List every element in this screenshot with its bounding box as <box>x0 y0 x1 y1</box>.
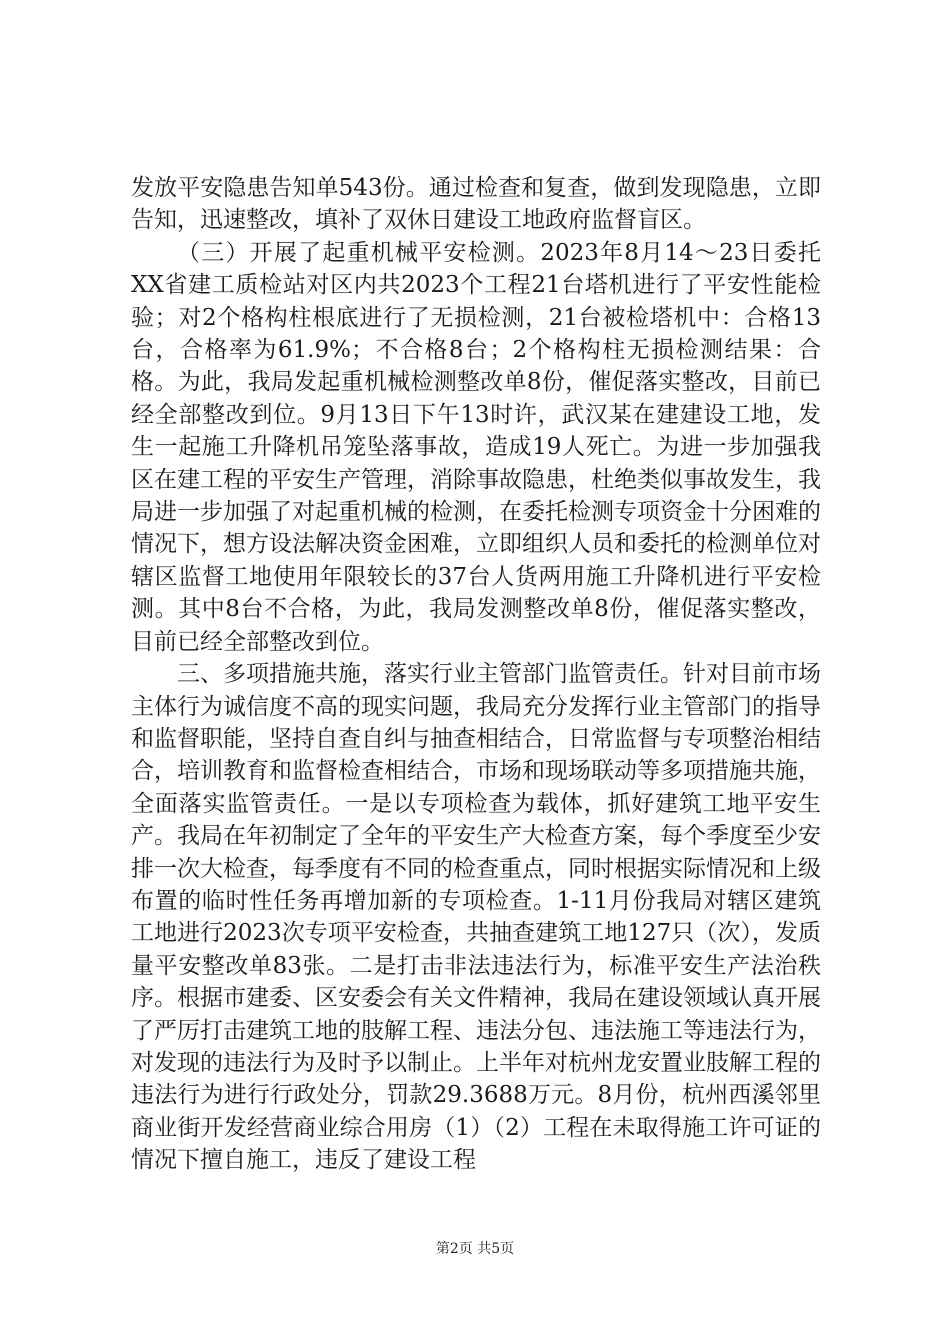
paragraph-supervision-measures: 三、多项措施共施，落实行业主管部门监管责任。针对目前市场主体行为诚信度不高的现实问题，我局充分发挥行业主管部门的指导和监督职能，坚持自查自纠与抽查相结合，日常监督与专项整治相结合，培训教育和监督检查相结合，市场和现场联动等多项措施共施，全面落实监管责任。一是以专项检查为载体，抓好建筑工地平安生产。我局在年初制定了全年的平安生产大检查方案，每个季度至少安排一次大检查，每季度有不同的检查重点，同时根据实际情况和上级布置的临时性任务再增加新的专项检查。1-11月份我局对辖区建筑工地进行2023次专项平安检查，共抽查建筑工地127只（次），发质量平安整改单83张。二是打击非法违法行为，标准平安生产法治秩序。根据市建委、区安委会有关文件精神，我局在建设领域认真开展了严厉打击建筑工地的肢解工程、违法分包、违法施工等违法行为，对发现的违法行为及时予以制止。上半年对杭州龙安置业肢解工程的违法行为进行行政处分，罚款29.3688万元。8月份，杭州西溪邻里商业街开发经营商业综合用房（1）（2）工程在未取得施工许可证的情况下擅自施工，违反了建设工程 <box>131 661 821 1174</box>
paragraph-continuation: 发放平安隐患告知单543份。通过检查和复查，做到发现隐患，立即告知，迅速整改，填补了双休日建设工地政府监督盲区。 <box>131 175 821 234</box>
body-text <box>131 172 821 1177</box>
paragraph-crane-inspection: （三）开展了起重机械平安检测。2023年8月14～23日委托XX省建工质检站对区内共2023个工程21台塔机进行了平安性能检验；对2个格构柱根底进行了无损检测，21台被检塔机中：合格13台，合格率为61.9%；不合格8台；2个格构柱无损检测结果：合格。为此，我局发起重机械检测整改单8份，催促落实整改，目前已经全部整改到位。9月13日下午13时许，武汉某在建建设工地，发生一起施工升降机吊笼坠落事故，造成19人死亡。为进一步加强我区在建工程的平安生产管理，消除事故隐患，杜绝类似事故发生，我局进一步加强了对起重机械的检测，在委托检测专项资金十分困难的情况下，想方设法解决资金困难，立即组织人员和委托的检测单位对辖区监督工地使用年限较长的37台人货两用施工升降机进行平安检测。其中8台不合格，为此，我局发测整改单8份，催促落实整改，目前已经全部整改到位。 <box>131 239 821 655</box>
page-footer: 第2页 共5页 <box>435 1241 515 1257</box>
